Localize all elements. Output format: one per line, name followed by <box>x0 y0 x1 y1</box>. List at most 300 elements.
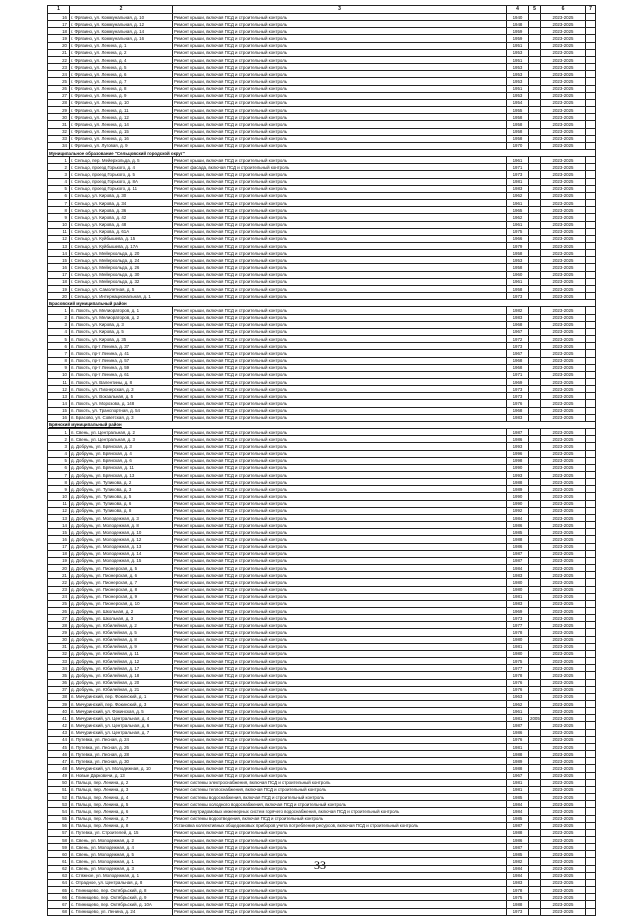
year-reconstruction-cell <box>529 536 541 543</box>
table-row <box>48 708 596 715</box>
row-number: 8 <box>48 479 70 486</box>
table-row <box>48 565 596 572</box>
table-row <box>48 357 596 364</box>
table-row <box>48 607 596 614</box>
year-built-cell: 1981 <box>507 643 529 650</box>
row-number: 2 <box>48 314 70 321</box>
year-built-cell: 1980 <box>507 579 529 586</box>
row-number: 4 <box>48 328 70 335</box>
address-cell: г. Фрязино, ул. Ленина, д. 9 <box>70 92 173 99</box>
row-number: 1 <box>48 157 70 164</box>
repair-period-cell: 2023-2025 <box>541 872 586 879</box>
work-type-cell: Ремонт крыши, включая ПСД и строительный контроль <box>173 600 507 607</box>
repair-period-cell: 2023-2025 <box>541 550 586 557</box>
empty-cell <box>586 107 596 114</box>
work-type-cell: Ремонт крыши, включая ПСД и строительный контроль <box>173 514 507 521</box>
address-cell: г. Фрязино, ул. Ленина, д. 8 <box>70 85 173 92</box>
year-built-cell: 1978 <box>507 629 529 636</box>
row-number: 39 <box>48 701 70 708</box>
table-row <box>48 264 596 271</box>
year-reconstruction-cell <box>529 257 541 264</box>
year-built-cell: 1968 <box>507 407 529 414</box>
repair-period-cell: 2023-2025 <box>541 901 586 908</box>
empty-cell <box>586 550 596 557</box>
address-cell: г. Фрязино, ул. Ленина, д. 12 <box>70 114 173 121</box>
address-cell: г. Сельцо, ул. Мейерхольда, д. 30 <box>70 271 173 278</box>
work-type-cell: Ремонт крыши, включая ПСД и строительный контроль <box>173 350 507 357</box>
table-row <box>48 178 596 185</box>
row-number: 30 <box>48 636 70 643</box>
table-row <box>48 500 596 507</box>
row-number: 13 <box>48 514 70 521</box>
year-reconstruction-cell <box>529 901 541 908</box>
address-cell: г. Сельцо, ул. Куйбышева, д. 15 <box>70 235 173 242</box>
repair-period-cell: 2023-2025 <box>541 722 586 729</box>
year-built-cell: 1981 <box>507 786 529 793</box>
table-row <box>48 643 596 650</box>
work-type-cell: Ремонт крыши, включая ПСД и строительный контроль <box>173 314 507 321</box>
table-row <box>48 314 596 321</box>
address-cell: г. Фрязино, ул. Ленина, д. 5 <box>70 64 173 71</box>
address-cell: г. Сельцо, проезд Горького, д. 8А <box>70 178 173 185</box>
address-cell: п. Пальцо, пер. Ленина, д. 6 <box>70 808 173 815</box>
work-type-cell: Ремонт крыши, включая ПСД и строительный контроль <box>173 679 507 686</box>
year-reconstruction-cell <box>529 665 541 672</box>
year-built-cell: 1951 <box>507 42 529 49</box>
year-reconstruction-cell <box>529 586 541 593</box>
table-row <box>48 815 596 822</box>
column-header: 6 <box>541 6 586 14</box>
empty-cell <box>586 486 596 493</box>
repair-period-cell: 2023-2025 <box>541 479 586 486</box>
work-type-cell: Ремонт крыши, включая ПСД и строительный контроль <box>173 364 507 371</box>
table-row <box>48 192 596 199</box>
year-built-cell: 1987 <box>507 722 529 729</box>
year-reconstruction-cell <box>529 64 541 71</box>
year-built-cell: 1976 <box>507 400 529 407</box>
empty-cell <box>586 185 596 192</box>
year-built-cell: 1971 <box>507 164 529 171</box>
year-built-cell: 1975 <box>507 658 529 665</box>
capital-repair-table <box>47 5 596 916</box>
year-reconstruction-cell <box>529 178 541 185</box>
section-row <box>48 300 596 307</box>
address-cell: д. Добрунь, ул. Юбилейная, д. 12 <box>70 658 173 665</box>
address-cell: п. Локоть, ул. Морозова, д. 148 <box>70 400 173 407</box>
table-row <box>48 42 596 49</box>
empty-cell <box>586 529 596 536</box>
work-type-cell: Ремонт крыши, включая ПСД и строительный контроль <box>173 672 507 679</box>
table-row <box>48 85 596 92</box>
year-built-cell: 1958 <box>507 128 529 135</box>
row-number: 18 <box>48 278 70 285</box>
address-cell: д. Добрунь, ул. Тупикова, д. 2 <box>70 479 173 486</box>
address-cell: д. Добрунь, ул. Юбилейная, д. 17 <box>70 665 173 672</box>
address-cell: г. Сельцо, ул. Кирова, д. 42 <box>70 214 173 221</box>
year-reconstruction-cell <box>529 808 541 815</box>
repair-period-cell: 2023-2025 <box>541 257 586 264</box>
year-built-cell: 1958 <box>507 285 529 292</box>
year-built-cell: 1970 <box>507 142 529 149</box>
year-reconstruction-cell <box>529 722 541 729</box>
work-type-cell: Ремонт системы теплоснабжения, включая ПСД и строительный контроль <box>173 786 507 793</box>
work-type-cell: Ремонт крыши, включая ПСД и строительный контроль <box>173 901 507 908</box>
year-reconstruction-cell <box>529 307 541 314</box>
row-number: 8 <box>48 357 70 364</box>
year-reconstruction-cell <box>529 600 541 607</box>
row-number: 51 <box>48 786 70 793</box>
row-number: 3 <box>48 443 70 450</box>
year-reconstruction-cell <box>529 607 541 614</box>
address-cell: д. Добрунь, ул. Молодежная, д. 15 <box>70 557 173 564</box>
repair-period-cell: 2023-2025 <box>541 321 586 328</box>
repair-period-cell: 2023-2025 <box>541 779 586 786</box>
table-row <box>48 693 596 700</box>
empty-cell <box>586 157 596 164</box>
row-number: 67 <box>48 901 70 908</box>
empty-cell <box>586 622 596 629</box>
table-row <box>48 28 596 35</box>
work-type-cell: Ремонт крыши, включая ПСД и строительный контроль <box>173 436 507 443</box>
year-built-cell: 1988 <box>507 751 529 758</box>
header-row <box>48 6 596 14</box>
repair-period-cell: 2023-2025 <box>541 135 586 142</box>
repair-period-cell: 2023-2025 <box>541 285 586 292</box>
repair-period-cell: 2023-2025 <box>541 536 586 543</box>
row-number: 21 <box>48 49 70 56</box>
table-row <box>48 200 596 207</box>
year-built-cell: 1973 <box>507 386 529 393</box>
column-header: 7 <box>586 6 596 14</box>
row-number: 29 <box>48 107 70 114</box>
year-reconstruction-cell <box>529 822 541 829</box>
year-reconstruction-cell <box>529 135 541 142</box>
table-row <box>48 844 596 851</box>
repair-period-cell: 2023-2025 <box>541 879 586 886</box>
year-reconstruction-cell <box>529 321 541 328</box>
table-row <box>48 686 596 693</box>
address-cell: г. Фрязино, ул. Ленина, д. 14 <box>70 121 173 128</box>
year-built-cell: 1963 <box>507 693 529 700</box>
repair-period-cell: 2023-2025 <box>541 250 586 257</box>
row-number: 21 <box>48 572 70 579</box>
address-cell: п. Свень, ул. Центральная, д. 3 <box>70 436 173 443</box>
row-number: 23 <box>48 586 70 593</box>
repair-period-cell: 2023-2025 <box>541 593 586 600</box>
year-built-cell: 1971 <box>507 371 529 378</box>
address-cell: г. Фрязино, ул. Ленина, д. 6 <box>70 71 173 78</box>
work-type-cell: Ремонт крыши, включая ПСД и строительный контроль <box>173 128 507 135</box>
row-number: 14 <box>48 400 70 407</box>
address-cell: п. Пальцо, пер. Ленина, д. 2 <box>70 779 173 786</box>
address-cell: г. Фрязино, ул. Ленина, д. 4 <box>70 56 173 63</box>
address-cell: д. Добрунь, ул. Школьная, д. 2 <box>70 607 173 614</box>
table-row <box>48 343 596 350</box>
year-built-cell: 1962 <box>507 214 529 221</box>
table-row <box>48 894 596 901</box>
empty-cell <box>586 794 596 801</box>
year-reconstruction-cell <box>529 464 541 471</box>
table-row <box>48 371 596 378</box>
empty-cell <box>586 708 596 715</box>
row-number: 6 <box>48 192 70 199</box>
empty-cell <box>586 371 596 378</box>
table-row <box>48 758 596 765</box>
repair-period-cell: 2023-2025 <box>541 457 586 464</box>
address-cell: г. Фрязино, ул. Коммунальная, д. 16 <box>70 35 173 42</box>
table-row <box>48 836 596 843</box>
year-reconstruction-cell <box>529 672 541 679</box>
repair-period-cell: 2023-2025 <box>541 78 586 85</box>
repair-period-cell: 2023-2025 <box>541 507 586 514</box>
empty-cell <box>586 378 596 385</box>
table-row <box>48 658 596 665</box>
table-row <box>48 214 596 221</box>
empty-cell <box>586 164 596 171</box>
repair-period-cell: 2023-2025 <box>541 429 586 436</box>
year-built-cell: 1959 <box>507 28 529 35</box>
row-number: 61 <box>48 858 70 865</box>
repair-period-cell: 2023-2025 <box>541 35 586 42</box>
work-type-cell: Ремонт крыши, включая ПСД и строительный контроль <box>173 829 507 836</box>
year-built-cell: 1987 <box>507 822 529 829</box>
table-row <box>48 622 596 629</box>
work-type-cell: Ремонт крыши, включая ПСД и строительный контроль <box>173 178 507 185</box>
empty-cell <box>586 257 596 264</box>
year-built-cell: 1968 <box>507 364 529 371</box>
year-built-cell: 1975 <box>507 228 529 235</box>
row-number: 68 <box>48 908 70 915</box>
work-type-cell: Ремонт крыши, включая ПСД и строительный контроль <box>173 772 507 779</box>
work-type-cell: Ремонт крыши, включая ПСД и строительный контроль <box>173 85 507 92</box>
work-type-cell: Ремонт крыши, включая ПСД и строительный контроль <box>173 228 507 235</box>
work-type-cell: Ремонт крыши, включая ПСД и строительный контроль <box>173 872 507 879</box>
row-number: 12 <box>48 386 70 393</box>
year-reconstruction-cell <box>529 708 541 715</box>
address-cell: г. Сельцо, ул. Куйбышева, д. 17А <box>70 243 173 250</box>
year-built-cell: 1961 <box>507 278 529 285</box>
year-reconstruction-cell <box>529 650 541 657</box>
year-built-cell: 1958 <box>507 135 529 142</box>
repair-period-cell: 2023-2025 <box>541 629 586 636</box>
row-number: 5 <box>48 185 70 192</box>
year-built-cell: 1985 <box>507 529 529 536</box>
table-row <box>48 801 596 808</box>
table-row <box>48 121 596 128</box>
empty-cell <box>586 586 596 593</box>
repair-period-cell: 2023-2025 <box>541 185 586 192</box>
work-type-cell: Ремонт крыши, включая ПСД и строительный контроль <box>173 658 507 665</box>
address-cell: п. Мичуринский, пер. Фокинский, д. 1 <box>70 693 173 700</box>
year-reconstruction-cell <box>529 887 541 894</box>
year-reconstruction-cell <box>529 250 541 257</box>
address-cell: п. Локоть, ул. Мелиораторов, д. 2 <box>70 314 173 321</box>
year-reconstruction-cell <box>529 407 541 414</box>
table-row <box>48 536 596 543</box>
empty-cell <box>586 42 596 49</box>
year-reconstruction-cell <box>529 285 541 292</box>
year-reconstruction-cell <box>529 71 541 78</box>
row-number: 20 <box>48 565 70 572</box>
address-cell: д. Добрунь, ул. Молодежная, д. 12 <box>70 536 173 543</box>
year-built-cell: 1986 <box>507 836 529 843</box>
address-cell: д. Добрунь, ул. Тупикова, д. 5 <box>70 493 173 500</box>
address-cell: г. Сельцо, пер. Мейерхольда, д. 5 <box>70 157 173 164</box>
work-type-cell: Ремонт крыши, включая ПСД и строительный контроль <box>173 536 507 543</box>
row-number: 17 <box>48 21 70 28</box>
empty-cell <box>586 178 596 185</box>
year-built-cell: 1984 <box>507 565 529 572</box>
row-number: 3 <box>48 171 70 178</box>
year-reconstruction-cell <box>529 500 541 507</box>
table-row <box>48 851 596 858</box>
year-reconstruction-cell <box>529 851 541 858</box>
address-cell: д. Добрунь, ул. Пионерская, д. 5 <box>70 565 173 572</box>
empty-cell <box>586 414 596 421</box>
row-number: 1 <box>48 307 70 314</box>
address-cell: п. Свень, ул. Центральная, д. 2 <box>70 429 173 436</box>
year-reconstruction-cell <box>529 686 541 693</box>
year-reconstruction-cell <box>529 200 541 207</box>
year-reconstruction-cell <box>529 164 541 171</box>
table-row <box>48 429 596 436</box>
address-cell: п. Пальцо, пер. Ленина, д. 4 <box>70 794 173 801</box>
row-number: 22 <box>48 56 70 63</box>
year-built-cell: 1981 <box>507 743 529 750</box>
column-header: 2 <box>70 6 173 14</box>
address-cell: п. Локоть, ул. Мелиораторов, д. 1 <box>70 307 173 314</box>
empty-cell <box>586 801 596 808</box>
table-row <box>48 114 596 121</box>
row-number: 33 <box>48 658 70 665</box>
row-number: 42 <box>48 722 70 729</box>
work-type-cell: Ремонт крыши, включая ПСД и строительный контроль <box>173 135 507 142</box>
empty-cell <box>586 350 596 357</box>
work-type-cell: Ремонт крыши, включая ПСД и строительный контроль <box>173 21 507 28</box>
repair-period-cell: 2023-2025 <box>541 271 586 278</box>
address-cell: г. Сельцо, проезд Горького, д. 11 <box>70 185 173 192</box>
work-type-cell: Ремонт крыши, включая ПСД и строительный контроль <box>173 250 507 257</box>
table-row <box>48 722 596 729</box>
year-reconstruction-cell <box>529 557 541 564</box>
year-reconstruction-cell <box>529 157 541 164</box>
repair-period-cell: 2023-2025 <box>541 56 586 63</box>
year-reconstruction-cell <box>529 393 541 400</box>
address-cell: с. Глинищево, пер. Октябрьский, д. 10А <box>70 901 173 908</box>
empty-cell <box>586 851 596 858</box>
section-row <box>48 149 596 156</box>
work-type-cell: Ремонт крыши, включая ПСД и строительный контроль <box>173 758 507 765</box>
year-reconstruction-cell <box>529 894 541 901</box>
repair-period-cell: 2023-2025 <box>541 586 586 593</box>
repair-period-cell: 2023-2025 <box>541 214 586 221</box>
repair-period-cell: 2023-2025 <box>541 128 586 135</box>
row-number: 6 <box>48 343 70 350</box>
repair-period-cell: 2023-2025 <box>541 350 586 357</box>
row-number: 65 <box>48 887 70 894</box>
empty-cell <box>586 21 596 28</box>
address-cell: п. Локоть, ул. Кирова, д. 3 <box>70 321 173 328</box>
repair-period-cell: 2023-2025 <box>541 557 586 564</box>
address-cell: п. Мичуринский, ул. Центральная, д. 7 <box>70 729 173 736</box>
table-row <box>48 450 596 457</box>
work-type-cell: Ремонт крыши, включая ПСД и строительный контроль <box>173 92 507 99</box>
empty-cell <box>586 135 596 142</box>
year-reconstruction-cell <box>529 328 541 335</box>
address-cell: г. Фрязино, ул. Ленина, д. 7 <box>70 78 173 85</box>
empty-cell <box>586 629 596 636</box>
year-reconstruction-cell <box>529 78 541 85</box>
address-cell: г. Сельцо, ул. Самолетная, д. 5 <box>70 285 173 292</box>
year-reconstruction-cell <box>529 336 541 343</box>
repair-period-cell: 2023-2025 <box>541 836 586 843</box>
year-built-cell: 1988 <box>507 536 529 543</box>
work-type-cell: Ремонт крыши, включая ПСД и строительный контроль <box>173 565 507 572</box>
repair-period-cell: 2023-2025 <box>541 615 586 622</box>
repair-period-cell: 2023-2025 <box>541 607 586 614</box>
address-cell: п. Локоть, пр-т Ленина, д. 57 <box>70 357 173 364</box>
repair-period-cell: 2023-2025 <box>541 64 586 71</box>
empty-cell <box>586 507 596 514</box>
row-number: 55 <box>48 815 70 822</box>
address-cell: д. Добрунь, ул. Юбилейная, д. 8 <box>70 636 173 643</box>
table-row <box>48 872 596 879</box>
repair-period-cell: 2023-2025 <box>541 772 586 779</box>
work-type-cell: Ремонт крыши, включая ПСД и строительный контроль <box>173 157 507 164</box>
row-number: 16 <box>48 264 70 271</box>
repair-period-cell: 2023-2025 <box>541 264 586 271</box>
year-reconstruction-cell <box>529 579 541 586</box>
row-number: 28 <box>48 99 70 106</box>
year-reconstruction-cell <box>529 507 541 514</box>
table-row <box>48 350 596 357</box>
column-header: 3 <box>173 6 507 14</box>
row-number: 27 <box>48 92 70 99</box>
repair-period-cell: 2023-2025 <box>541 221 586 228</box>
row-number: 31 <box>48 643 70 650</box>
row-number: 14 <box>48 522 70 529</box>
table-row <box>48 822 596 829</box>
table-row <box>48 64 596 71</box>
year-built-cell: 1987 <box>507 550 529 557</box>
empty-cell <box>586 221 596 228</box>
year-reconstruction-cell <box>529 350 541 357</box>
year-built-cell: 1985 <box>507 794 529 801</box>
row-number: 1 <box>48 429 70 436</box>
row-number: 47 <box>48 758 70 765</box>
work-type-cell: Ремонт крыши, включая ПСД и строительный контроль <box>173 479 507 486</box>
empty-cell <box>586 464 596 471</box>
year-built-cell: 1973 <box>507 293 529 300</box>
year-reconstruction-cell <box>529 729 541 736</box>
work-type-cell: Ремонт крыши, включая ПСД и строительный контроль <box>173 636 507 643</box>
repair-period-cell: 2023-2025 <box>541 14 586 21</box>
table-row <box>48 243 596 250</box>
table-row <box>48 572 596 579</box>
table-row <box>48 529 596 536</box>
year-built-cell: 1953 <box>507 64 529 71</box>
year-built-cell: 1987 <box>507 557 529 564</box>
empty-cell <box>586 665 596 672</box>
year-built-cell: 1983 <box>507 879 529 886</box>
address-cell: п. Путевка, ул. Лесная, д. 24 <box>70 736 173 743</box>
year-built-cell: 1961 <box>507 708 529 715</box>
year-reconstruction-cell <box>529 293 541 300</box>
year-built-cell: 1993 <box>507 472 529 479</box>
year-built-cell: 1973 <box>507 393 529 400</box>
year-reconstruction-cell <box>529 357 541 364</box>
empty-cell <box>586 56 596 63</box>
